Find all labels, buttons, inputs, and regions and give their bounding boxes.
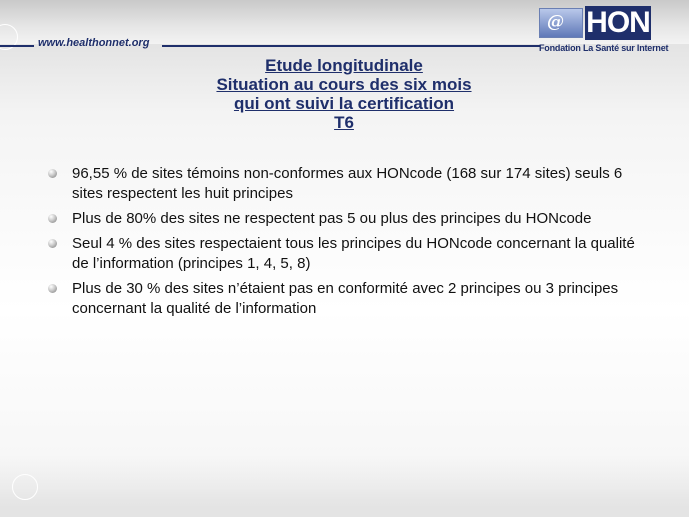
- site-url-link[interactable]: www.healthonnet.org: [38, 37, 150, 49]
- bullet-icon: [48, 239, 57, 248]
- hon-logo: [539, 6, 669, 54]
- bullet-list: [48, 164, 648, 324]
- logo-wordmark: HON: [586, 6, 650, 39]
- title-line: Situation au cours des six mois: [216, 75, 472, 94]
- bullet-item: [48, 209, 648, 229]
- footer-band: [0, 488, 689, 517]
- bullet-item: [48, 234, 648, 274]
- bullet-text: 96,55 % de sites témoins non-conformes aux HONcode (168 sur 174 sites) seuls 6 sites respectent les huit principes: [72, 165, 623, 202]
- title-line: T6: [334, 113, 354, 132]
- bullet-icon: [48, 284, 57, 293]
- slide-title: [160, 56, 528, 132]
- bullet-text: Plus de 30 % des sites n’étaient pas en conformité avec 2 principes ou 3 principes concernant la qualité de l’information: [72, 280, 619, 317]
- bullet-icon: [48, 169, 57, 178]
- bullet-text: Plus de 80% des sites ne respectent pas 5 ou plus des principes du HONcode: [72, 210, 592, 227]
- bullet-item: [48, 164, 648, 204]
- title-line: Etude longitudinale: [265, 56, 423, 75]
- decorative-circle-icon: [12, 474, 38, 500]
- header-rule-right: [162, 45, 540, 47]
- bullet-icon: [48, 214, 57, 223]
- header-rule-left: [0, 45, 34, 47]
- title-line: qui ont suivi la certification: [233, 94, 455, 113]
- logo-badge-text: @: [547, 12, 564, 32]
- at-sign-icon: [539, 8, 583, 38]
- bullet-text: Seul 4 % des sites respectaient tous les principes du HONcode concernant la qualité de l’information (principes 1, 4, 5, 8): [72, 235, 635, 272]
- bullet-item: [48, 279, 648, 319]
- logo-caption: Fondation La Santé sur Internet: [539, 43, 669, 53]
